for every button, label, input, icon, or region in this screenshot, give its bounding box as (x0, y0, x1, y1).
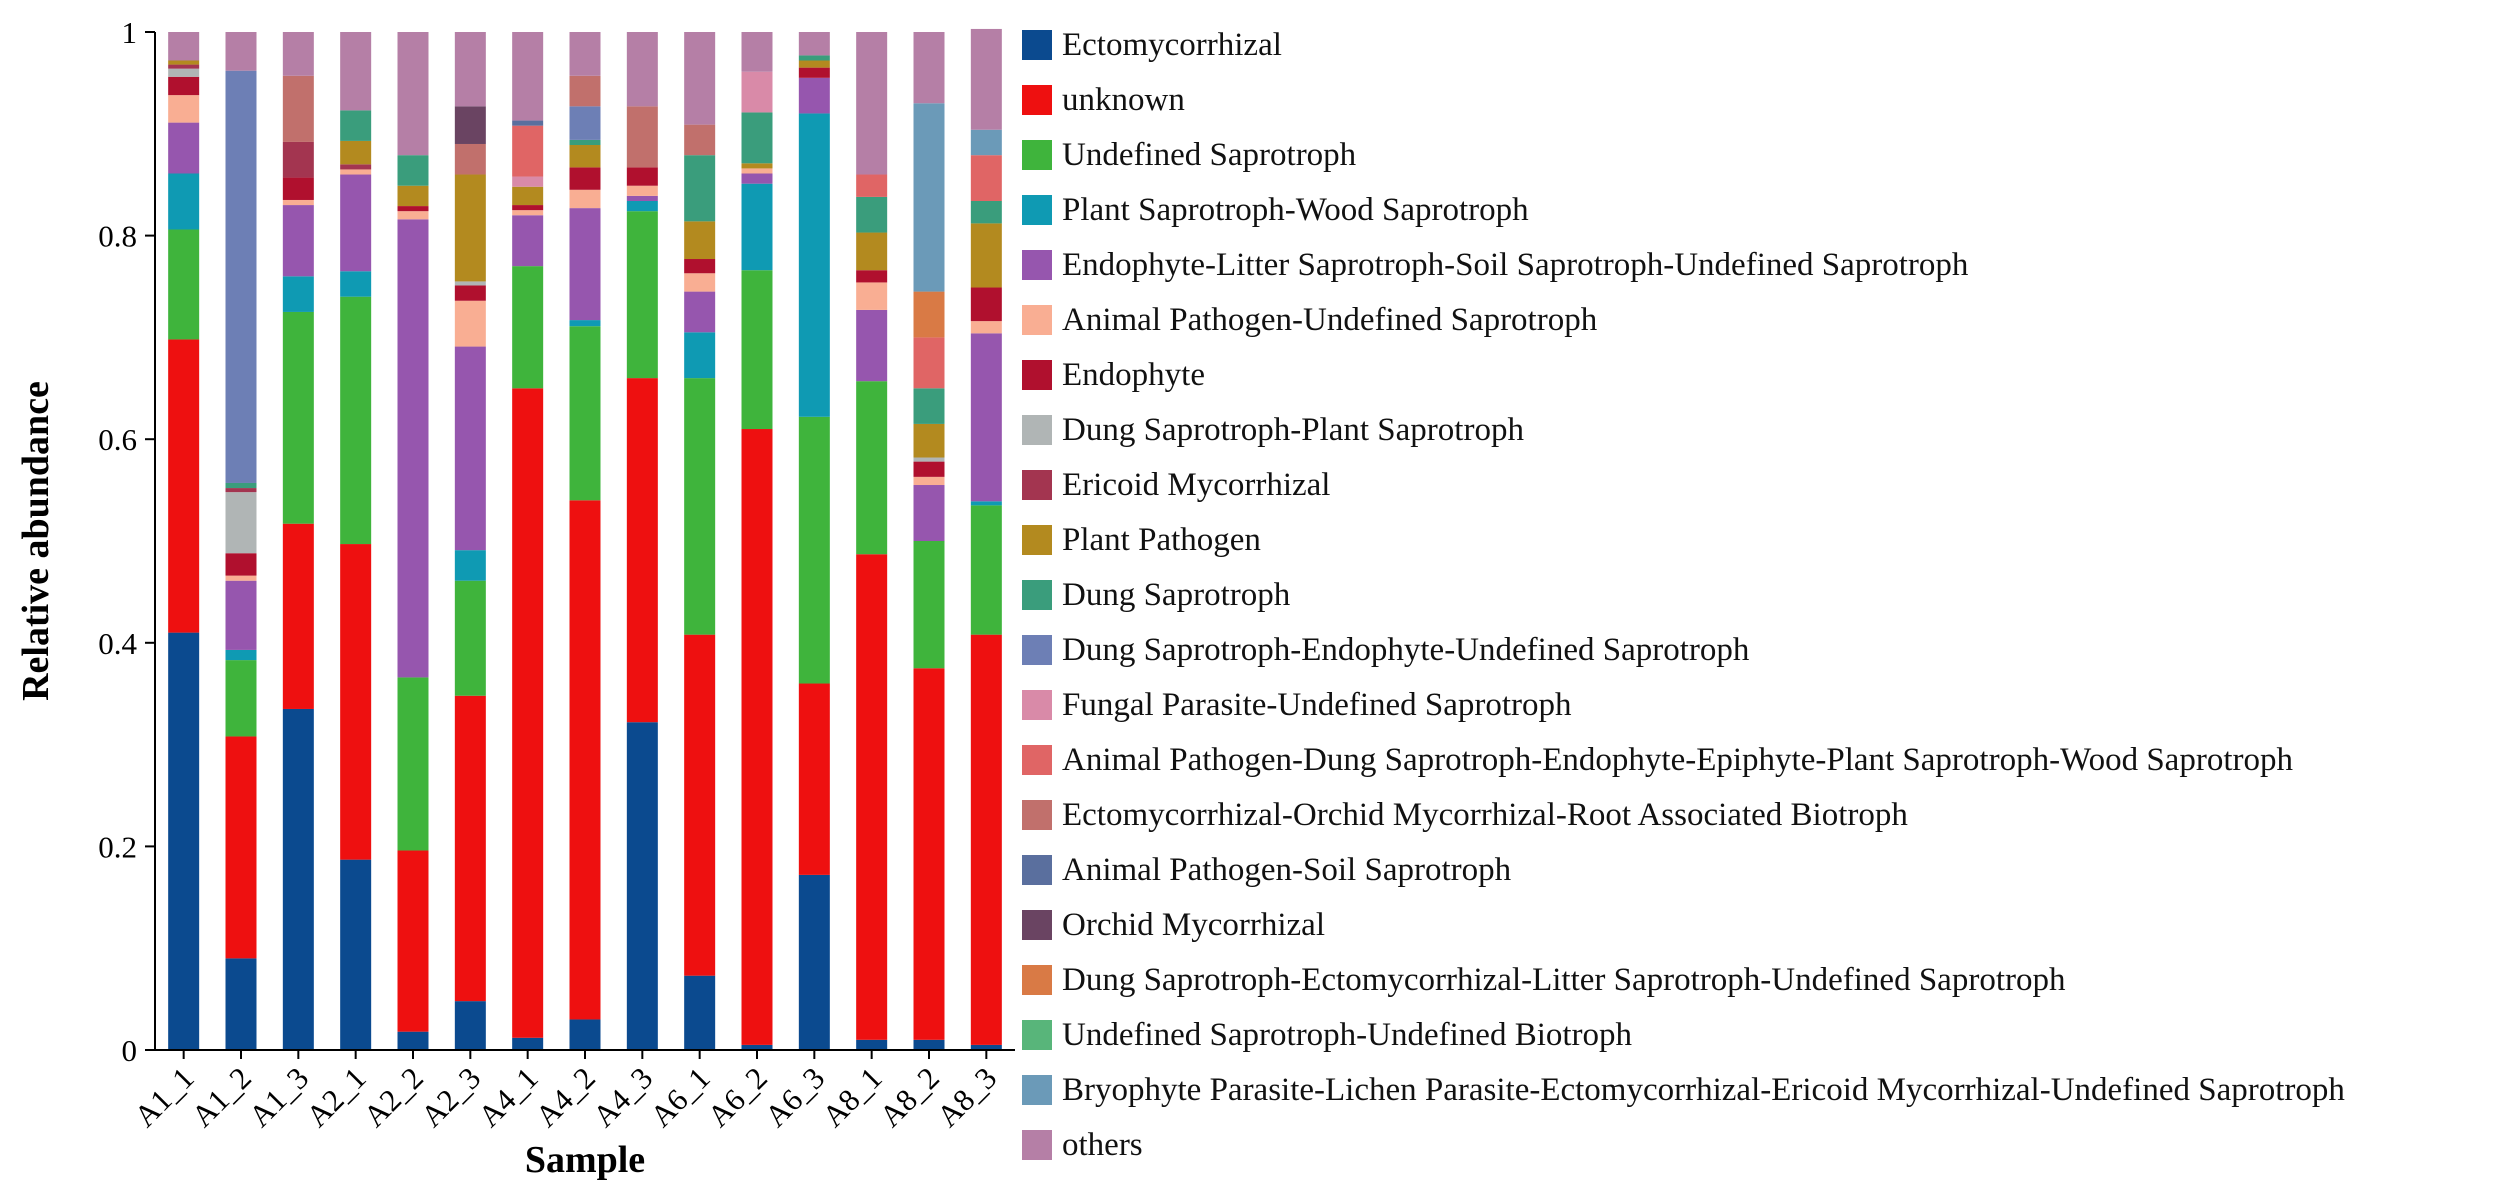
bar-segment (684, 378, 715, 635)
legend-swatch (1022, 525, 1052, 555)
bar-segment (168, 77, 199, 95)
bar-segment (684, 221, 715, 259)
legend-label: Bryophyte Parasite-Lichen Parasite-Ectomycorrhizal-Ericoid Mycorrhizal-Undefined Saprotroph (1062, 1072, 2345, 1108)
bar-segment (168, 123, 199, 174)
legend-label: Undefined Saprotroph (1062, 137, 1357, 173)
legend-label: Endophyte-Litter Saprotroph-Soil Saprotroph-Undefined Saprotroph (1062, 247, 1969, 283)
bar-segment (971, 29, 1002, 130)
bar-segment (684, 273, 715, 291)
bar-segment (971, 201, 1002, 223)
y-axis-title: Relative abundance (15, 381, 57, 701)
bar-segment (226, 581, 257, 650)
legend-label: Endophyte (1062, 357, 1205, 393)
legend-label: Animal Pathogen-Soil Saprotroph (1062, 852, 1512, 888)
bar-segment (627, 378, 658, 722)
bar-segment (971, 321, 1002, 333)
bar-segment (398, 211, 429, 219)
legend-swatch (1022, 800, 1052, 830)
legend-swatch (1022, 635, 1052, 665)
bar-segment (168, 339, 199, 632)
bar-segment (226, 32, 257, 71)
bar-segment (570, 208, 601, 320)
bar-segment (512, 1038, 543, 1050)
bar-segment (570, 167, 601, 189)
bar-segment (742, 112, 773, 163)
bar-segment (914, 668, 945, 1040)
legend (1022, 27, 2345, 1163)
bar-segment (627, 167, 658, 185)
bar-segment (398, 206, 429, 211)
legend-swatch (1022, 140, 1052, 170)
bar-segment (914, 388, 945, 424)
legend-label: Ectomycorrhizal (1062, 27, 1282, 63)
bar-segment (455, 581, 486, 696)
bar-segment (340, 544, 371, 860)
legend-swatch (1022, 965, 1052, 995)
legend-swatch (1022, 580, 1052, 610)
bar-segment (856, 175, 887, 197)
bar-segment (455, 1001, 486, 1050)
bar-segment (856, 1040, 887, 1050)
bar-segment (340, 271, 371, 296)
x-tick-label: A6_3 (757, 1060, 832, 1134)
x-tick-label: A6_2 (700, 1060, 774, 1134)
bar-segment (455, 301, 486, 347)
x-tick-label: A4_2 (528, 1060, 602, 1134)
bar-segment (455, 106, 486, 144)
bar-segment (684, 635, 715, 976)
bar-segment (627, 201, 658, 211)
bar-segment (971, 130, 1002, 155)
x-tick-label: A1_1 (127, 1060, 201, 1134)
bar-segment (570, 32, 601, 76)
bar-segment (340, 297, 371, 544)
bar-segment (340, 32, 371, 110)
x-axis-title: Sample (524, 1139, 646, 1181)
bar-segment (226, 483, 257, 488)
legend-swatch (1022, 195, 1052, 225)
legend-swatch (1022, 85, 1052, 115)
bar-segment (856, 381, 887, 554)
legend-swatch (1022, 745, 1052, 775)
bar-segment (856, 282, 887, 309)
bar-segment (799, 32, 830, 55)
bar-segment (914, 424, 945, 458)
bar-segment (340, 175, 371, 272)
bar-segment (856, 32, 887, 175)
bar-segment (914, 103, 945, 291)
bar-segment (226, 660, 257, 736)
bar-segment (742, 429, 773, 1045)
bar-segment (168, 174, 199, 230)
x-tick-label: A2_3 (413, 1060, 488, 1134)
x-tick-label: A1_3 (241, 1060, 316, 1134)
bar-segment (914, 485, 945, 541)
bar-segment (742, 270, 773, 429)
legend-label: Animal Pathogen-Undefined Saprotroph (1062, 302, 1598, 338)
x-tick-label: A4_3 (585, 1060, 660, 1134)
bar-segment (455, 550, 486, 581)
bar-segment (799, 61, 830, 68)
bar-segment (283, 76, 314, 142)
bar-segment (226, 650, 257, 660)
y-tick-label: 0.6 (98, 422, 137, 458)
bar-segment (742, 168, 773, 173)
bar-segment (283, 524, 314, 709)
bar-segment (627, 196, 658, 201)
legend-label: Orchid Mycorrhizal (1062, 907, 1325, 943)
bar-segment (971, 333, 1002, 501)
bar-segment (168, 65, 199, 69)
bar-segment (971, 155, 1002, 201)
y-ticks (98, 15, 155, 1068)
legend-label: Plant Pathogen (1062, 522, 1261, 558)
bar-segment (971, 505, 1002, 634)
bar-segment (799, 684, 830, 875)
bar-segment (226, 492, 257, 553)
bar-segment (856, 270, 887, 282)
bar-segment (168, 61, 199, 65)
bar-segment (340, 164, 371, 169)
bar-segment (283, 200, 314, 205)
bar-segment (914, 458, 945, 462)
bar-segment (799, 55, 830, 60)
bar-segment (799, 113, 830, 416)
bar-segment (226, 576, 257, 581)
x-tick-label: A6_1 (643, 1060, 717, 1134)
bar-segment (684, 155, 715, 221)
bar-segment (512, 187, 543, 205)
bar-segment (570, 106, 601, 140)
bar-segment (684, 976, 715, 1050)
bar-segment (340, 110, 371, 141)
y-tick-label: 0.4 (98, 625, 137, 661)
bar-segment (684, 292, 715, 333)
legend-label: Ectomycorrhizal-Orchid Mycorrhizal-Root Associated Biotroph (1062, 797, 1908, 833)
bar-segment (512, 32, 543, 121)
x-tick-label: A8_2 (872, 1060, 946, 1134)
bar-segment (684, 32, 715, 125)
bar-segment (627, 106, 658, 167)
legend-label: Fungal Parasite-Undefined Saprotroph (1062, 687, 1572, 723)
legend-label: Animal Pathogen-Dung Saprotroph-Endophyte-Epiphyte-Plant Saprotroph-Wood Saprotroph (1062, 742, 2293, 778)
legend-swatch (1022, 855, 1052, 885)
bar-segment (914, 337, 945, 388)
bar-segment (168, 229, 199, 339)
bar-segment (226, 958, 257, 1050)
bar-segment (971, 501, 1002, 505)
bar-segment (856, 310, 887, 381)
legend-label: Dung Saprotroph-Ectomycorrhizal-Litter Saprotroph-Undefined Saprotroph (1062, 962, 2066, 998)
legend-label: Dung Saprotroph-Endophyte-Undefined Saprotroph (1062, 632, 1750, 668)
bar-segment (340, 169, 371, 174)
bar-segment (398, 219, 429, 677)
bar-segment (455, 175, 486, 282)
y-tick-label: 0.8 (98, 218, 137, 254)
bar-segment (283, 178, 314, 200)
bar-segment (627, 211, 658, 378)
bar-segment (856, 233, 887, 271)
x-tick-label: A2_1 (299, 1060, 373, 1134)
bar-segment (971, 288, 1002, 322)
bar-segment (914, 1040, 945, 1050)
bar-segment (455, 144, 486, 175)
bar-segment (512, 205, 543, 210)
bar-segment (455, 696, 486, 1001)
bar-segment (455, 281, 486, 285)
bar-segment (914, 541, 945, 668)
bar-segment (742, 32, 773, 72)
x-tick-label: A2_2 (356, 1060, 430, 1134)
bar-segment (168, 633, 199, 1050)
bar-segment (340, 860, 371, 1050)
bar-segment (283, 276, 314, 312)
bar-segment (914, 462, 945, 477)
bar-segment (971, 635, 1002, 1045)
y-tick-label: 0.2 (98, 829, 137, 865)
bar-segment (398, 186, 429, 206)
bar-segment (283, 709, 314, 1050)
bar-segment (455, 347, 486, 551)
bar-segment (226, 736, 257, 958)
y-tick-label: 0 (121, 1033, 137, 1068)
bar-segment (283, 312, 314, 524)
bar-segment (742, 174, 773, 184)
bar-segment (512, 177, 543, 187)
bar-segment (226, 553, 257, 575)
bar-segment (226, 488, 257, 492)
x-tick-label: A1_2 (184, 1060, 258, 1134)
bar-segment (455, 32, 486, 106)
bar-segment (512, 266, 543, 388)
bar-segment (914, 32, 945, 103)
legend-swatch (1022, 360, 1052, 390)
legend-swatch (1022, 415, 1052, 445)
legend-swatch (1022, 305, 1052, 335)
bar-segment (340, 141, 371, 164)
bar-segment (971, 223, 1002, 287)
bar-segment (799, 417, 830, 684)
bar-segment (856, 197, 887, 233)
bar-segment (168, 95, 199, 122)
legend-label: Undefined Saprotroph-Undefined Biotroph (1062, 1017, 1633, 1053)
bar-segment (283, 205, 314, 276)
bar-segment (627, 722, 658, 1050)
bar-segment (512, 215, 543, 266)
bar-segment (684, 332, 715, 378)
legend-swatch (1022, 250, 1052, 280)
bar-segment (627, 186, 658, 196)
legend-swatch (1022, 1075, 1052, 1105)
bars-layer (168, 29, 1002, 1050)
legend-swatch (1022, 690, 1052, 720)
legend-label: unknown (1062, 82, 1185, 118)
legend-swatch (1022, 30, 1052, 60)
bar-segment (914, 292, 945, 338)
x-tick-label: A4_1 (471, 1060, 545, 1134)
bar-segment (742, 72, 773, 113)
bar-segment (914, 477, 945, 485)
bar-segment (742, 163, 773, 168)
legend-label: others (1062, 1127, 1143, 1163)
legend-swatch (1022, 470, 1052, 500)
legend-swatch (1022, 910, 1052, 940)
bar-segment (570, 76, 601, 107)
legend-label: Plant Saprotroph-Wood Saprotroph (1062, 192, 1529, 228)
bar-segment (512, 210, 543, 215)
x-ticks (127, 1050, 1003, 1134)
bar-segment (570, 1019, 601, 1050)
bar-segment (742, 184, 773, 271)
bar-segment (398, 850, 429, 1031)
bar-segment (570, 140, 601, 145)
bar-segment (398, 677, 429, 850)
bar-segment (570, 326, 601, 500)
bar-segment (799, 875, 830, 1050)
bar-segment (512, 388, 543, 1037)
bar-segment (684, 259, 715, 273)
bar-segment (570, 190, 601, 208)
legend-label: Ericoid Mycorrhizal (1062, 467, 1331, 503)
bar-segment (570, 145, 601, 167)
bar-segment (398, 1032, 429, 1050)
x-tick-label: A8_1 (815, 1060, 889, 1134)
bar-segment (627, 32, 658, 106)
bar-segment (799, 78, 830, 114)
bar-segment (684, 125, 715, 156)
bar-segment (856, 554, 887, 1040)
bar-segment (398, 155, 429, 186)
y-tick-label: 1 (121, 15, 137, 50)
bar-segment (398, 32, 429, 155)
bar-segment (512, 121, 543, 126)
bar-segment (283, 142, 314, 178)
bar-segment (168, 69, 199, 77)
bar-segment (799, 68, 830, 78)
legend-label: Dung Saprotroph-Plant Saprotroph (1062, 412, 1524, 448)
bar-segment (570, 500, 601, 1019)
bar-segment (283, 32, 314, 76)
legend-swatch (1022, 1130, 1052, 1160)
bar-segment (512, 126, 543, 177)
bar-segment (570, 320, 601, 326)
legend-swatch (1022, 1020, 1052, 1050)
bar-segment (226, 71, 257, 483)
legend-label: Dung Saprotroph (1062, 577, 1291, 613)
x-tick-label: A8_3 (929, 1060, 1004, 1134)
bar-segment (455, 285, 486, 300)
bar-segment (168, 32, 199, 61)
